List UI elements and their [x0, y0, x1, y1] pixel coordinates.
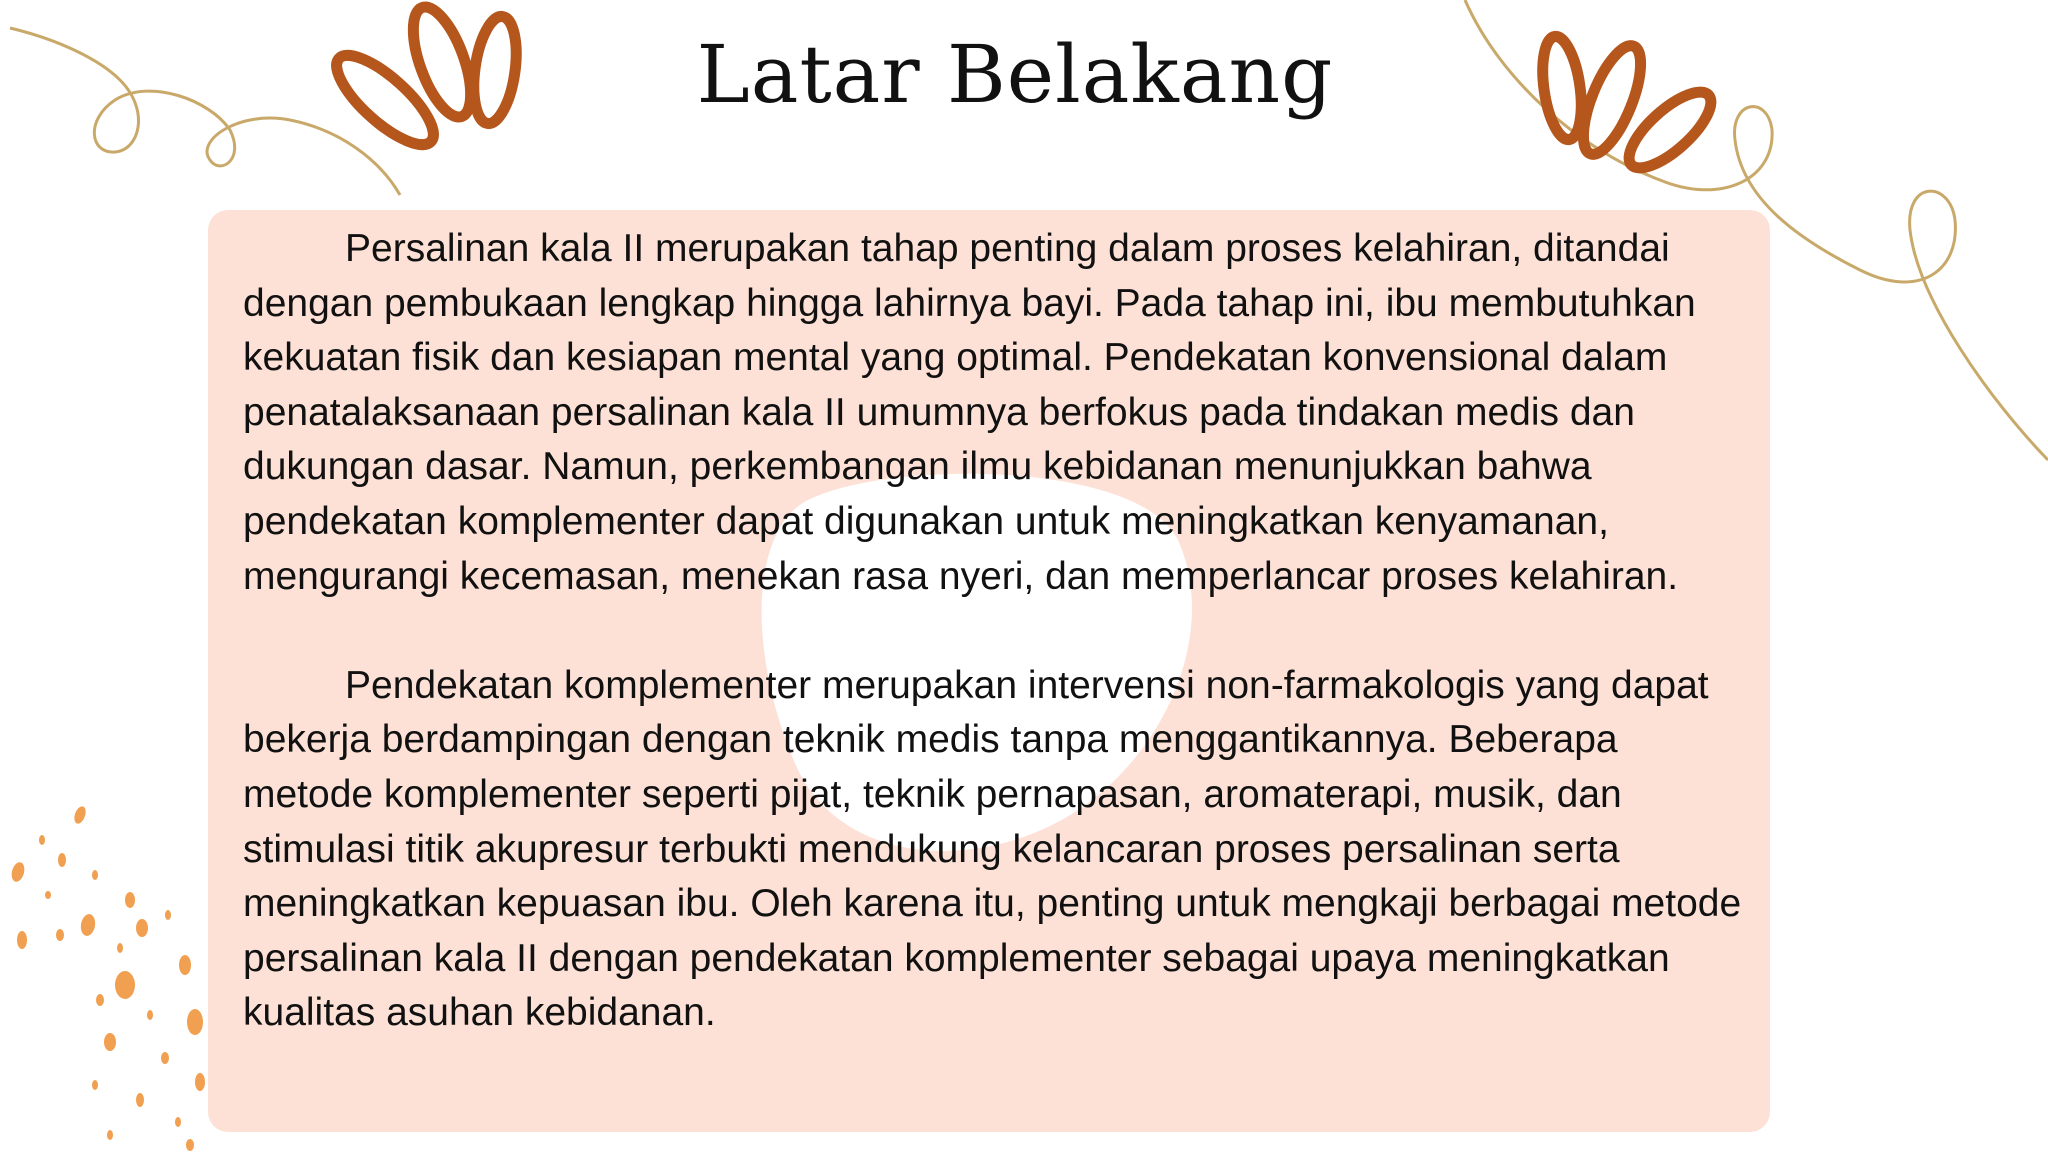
slide-title: Latar Belakang [696, 28, 1334, 121]
body-text [243, 222, 1743, 1041]
bottom-left-dots-icon [10, 805, 205, 1151]
paragraph-2: Pendekatan komplementer merupakan intervensi non-farmakologis yang dapat bekerja berdampingan dengan teknik medis tanpa menggantikannya. Beberapa metode komplementer seperti pijat, teknik pernapasan, aromaterapi, musik, dan stimulasi titik akupresur terbukti mendukung kelancaran proses persalinan serta meningkatkan kepuasan ibu. Oleh karena itu, penting untuk mengkaji berbagai metode persalinan kala II dengan pendekatan komplementer sebagai upaya meningkatkan kualitas asuhan kebidanan. [243, 663, 1742, 1035]
content-panel [208, 210, 1770, 1132]
paragraph-1: Persalinan kala II merupakan tahap penting dalam proses kelahiran, ditandai dengan pembukaan lengkap hingga lahirnya bayi. Pada tahap ini, ibu membutuhkan kekuatan fisik dan kesiapan mental yang optimal. Pendekatan konvensional dalam penatalaksanaan persalinan kala II umumnya berfokus pada tindakan medis dan dukungan dasar. Namun, perkembangan ilmu kebidanan menunjukkan bahwa pendekatan komplementer dapat digunakan untuk meningkatkan kenyamanan, mengurangi kecemasan, menekan rasa nyeri, dan memperlancar proses kelahiran. [243, 227, 1696, 598]
